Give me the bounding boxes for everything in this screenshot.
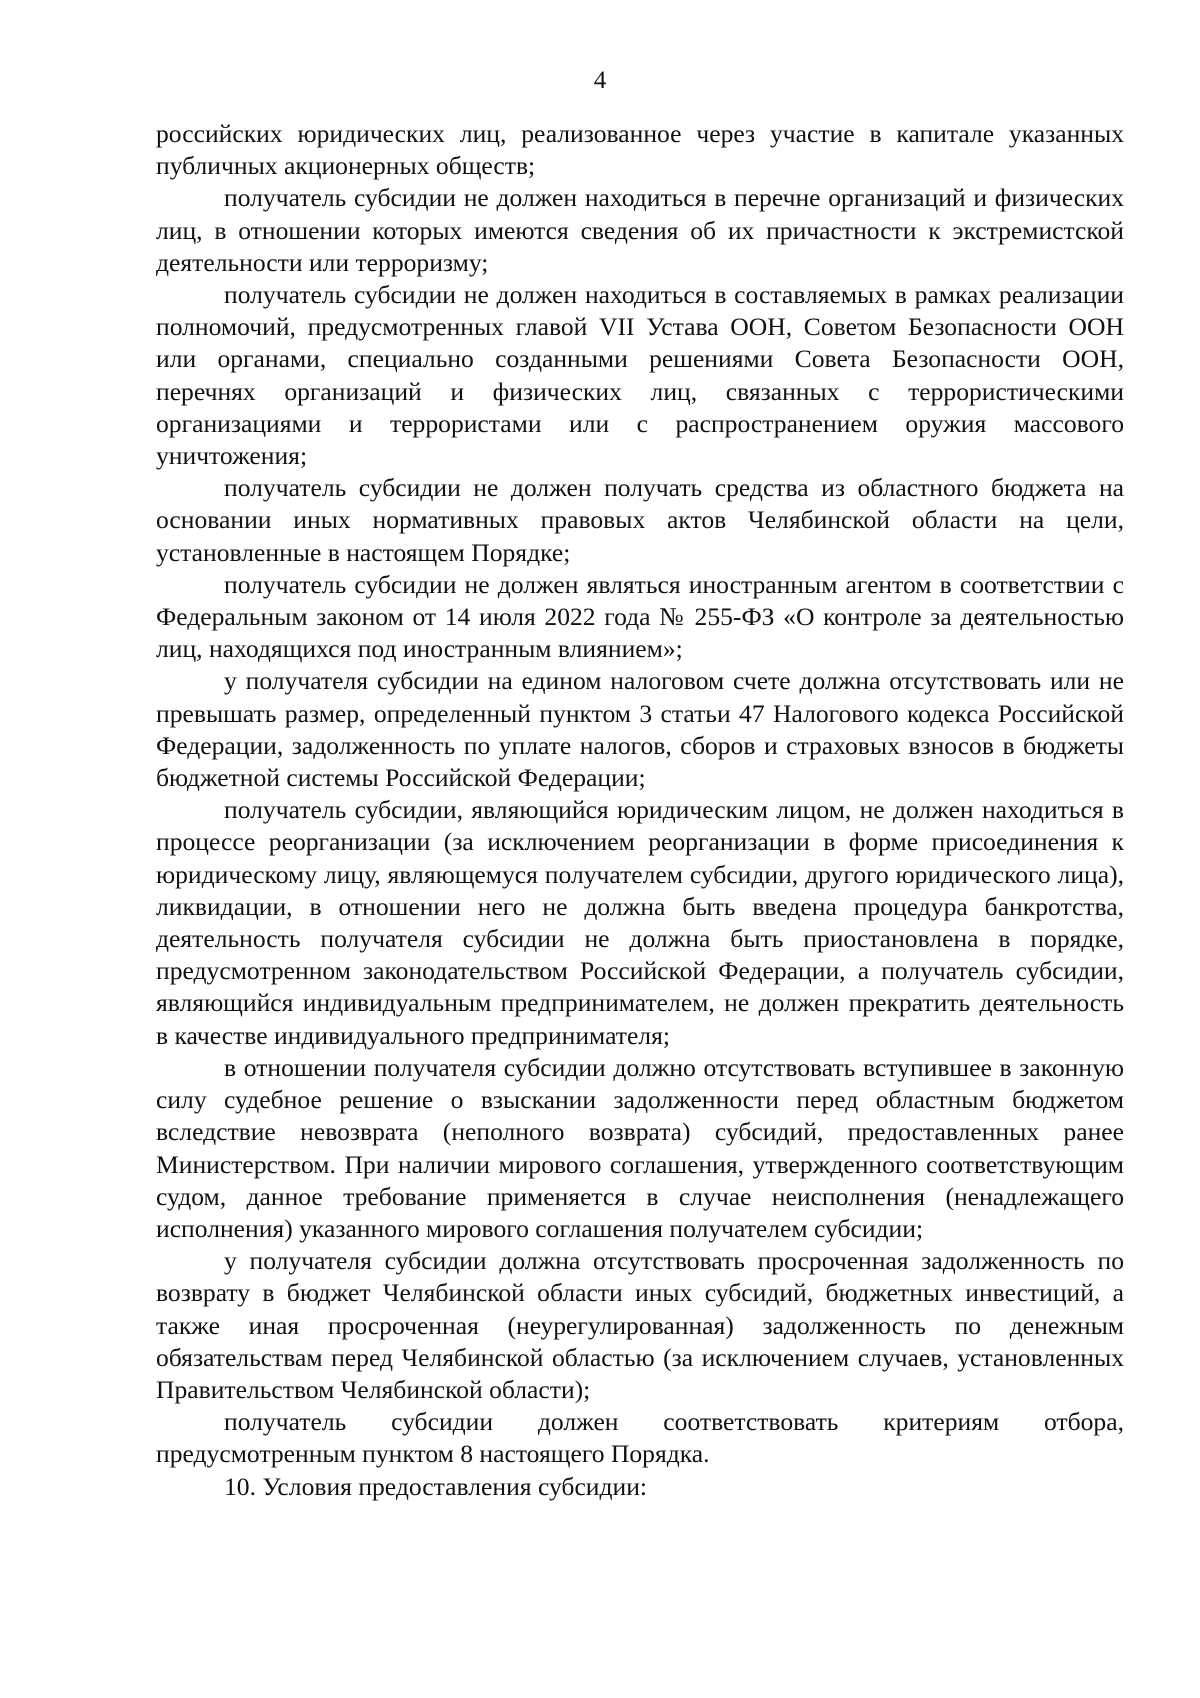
paragraph-overdue-debt: у получателя субсидии должна отсутствовать просроченная задолженность по возврату в бюджет Челябинской области иных субсидий, бюджетных инвестиций, а также иная просроченная (неурегулированная) задолженность по денежным обязательствам перед Челябинской областью (за исключением случаев, установленных Правительством Челябинской области); [156,1246,1124,1404]
paragraph-reorganization: получатель субсидии, являющийся юридическим лицом, не должен находиться в процессе реорганизации (за исключением реорганизации в форме присоединения к юридическому лицу, являющемуся получателем субсидии, другого юридического лица), ликвидации, в отношении него не должна быть введена процедура банкротства, деятельность получателя субсидии не должна быть приостановлена в порядке, предусмотренном законодательством Российской Федерации, а получатель субсидии, являющийся индивидуальным предпринимателем, не должен прекратить деятельность в качестве индивидуального предпринимателя; [156,795,1124,1050]
paragraph-continuation: российских юридических лиц, реализованное через участие в капитале указанных публичных акционерных обществ; [156,119,1124,181]
section-heading-subsidy-conditions: 10. Условия предоставления субсидии: [224,1471,648,1501]
paragraph-court-decision: в отношении получателя субсидии должно отсутствовать вступившее в законную силу судебное решение о взыскании задолженности перед областным бюджетом вследствие невозврата (неполного возврата) субсидий, предоставленных ранее Министерством. При наличии мирового соглашения, утвержденного соответствующим судом, данное требование применяется в случае неисполнения (ненадлежащего исполнения) указанного мирового соглашения получателем субсидии; [156,1052,1124,1243]
paragraph-selection-criteria: получатель субсидии должен соответствовать критериям отбора, предусмотренным пунктом 8 настоящего Порядка. [156,1407,1124,1469]
paragraph-other-regional-funds: получатель субсидии не должен получать средства из областного бюджета на основании иных нормативных правовых актов Челябинской области на цели, установленные в настоящем Порядке; [156,473,1124,567]
page-number: 4 [593,67,607,94]
paragraph-un-sanctions-list: получатель субсидии не должен находиться в составляемых в рамках реализации полномочий, предусмотренных главой VII Устава ООН, Советом Безопасности ООН или органами, специально созданными решениями Совета Безопасности ООН, перечнях организаций и физических лиц, связанных с террористическими организациями и террористами или с распространением оружия массового уничтожения; [156,280,1124,471]
paragraph-foreign-agent: получатель субсидии не должен являться иностранным агентом в соответствии с Федеральным законом от 14 июля 2022 года № 255-ФЗ «О контроле за деятельностью лиц, находящихся под иностранным влиянием»; [156,569,1124,664]
paragraph-tax-debt: у получателя субсидии на едином налоговом счете должна отсутствовать или не превышать размер, определенный пунктом 3 статьи 47 Налогового кодекса Российской Федерации, задолженность по уплате налогов, сборов и страховых взносов в бюджеты бюджетной системы Российской Федерации; [156,666,1124,793]
paragraph-extremism-list: получатель субсидии не должен находиться в перечне организаций и физических лиц, в отношении которых имеются сведения об их причастности к экстремистской деятельности или терроризму; [156,183,1124,277]
document-body [156,118,1124,1503]
